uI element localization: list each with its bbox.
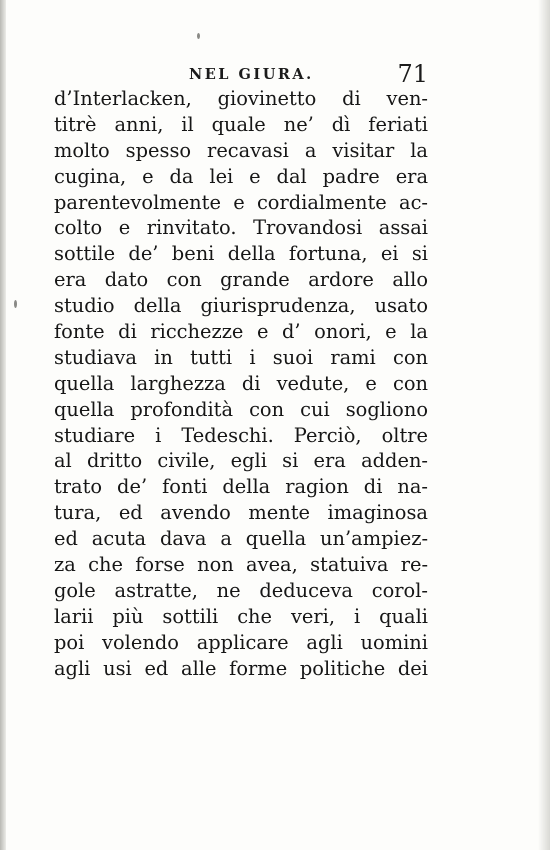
text-line: poi volendo applicare agli uomini xyxy=(54,630,428,654)
text-line: agli usi ed alle forme politiche dei xyxy=(54,656,428,680)
text-line: quella profondità con cui sogliono xyxy=(54,397,428,421)
text-line: studio della giurisprudenza, usato xyxy=(54,294,428,318)
page-header xyxy=(54,60,428,88)
page-edge-shadow xyxy=(538,0,550,850)
text-line: fonte di ricchezze e d’ onori, e la xyxy=(54,320,428,344)
running-title: NEL GIURA. xyxy=(189,66,314,83)
text-line: tura, ed avendo mente imaginosa xyxy=(54,501,428,525)
text-line: parentevolmente e cordialmente ac- xyxy=(54,190,428,214)
body-text xyxy=(54,86,428,681)
text-line: larii più sottili che veri, i quali xyxy=(54,604,428,628)
text-line: quella larghezza di vedute, e con xyxy=(54,371,428,395)
ink-speck xyxy=(197,33,200,39)
text-line: al dritto civile, egli si era adden- xyxy=(54,449,428,473)
text-line: era dato con grande ardore allo xyxy=(54,268,428,292)
ink-speck xyxy=(14,300,17,308)
text-line: sottile de’ beni della fortuna, ei si xyxy=(54,242,428,266)
text-line: molto spesso recavasi a visitar la xyxy=(54,138,428,162)
text-line: cugina, e da lei e dal padre era xyxy=(54,164,428,188)
page-number: 71 xyxy=(397,60,428,88)
page-gutter-shadow xyxy=(0,0,6,850)
text-line: titrè anni, il quale ne’ dì feriati xyxy=(54,112,428,136)
text-line: trato de’ fonti della ragion di na- xyxy=(54,475,428,499)
text-line: ed acuta dava a quella un’ampiez- xyxy=(54,527,428,551)
text-line: colto e rinvitato. Trovandosi assai xyxy=(54,216,428,240)
text-line: za che forse non avea, statuiva re- xyxy=(54,553,428,577)
text-line: gole astratte, ne deduceva corol- xyxy=(54,578,428,602)
text-line: d’Interlacken, giovinetto di ven- xyxy=(54,87,428,110)
text-line: studiava in tutti i suoi rami con xyxy=(54,345,428,369)
text-line: studiare i Tedeschi. Perciò, oltre xyxy=(54,423,428,447)
